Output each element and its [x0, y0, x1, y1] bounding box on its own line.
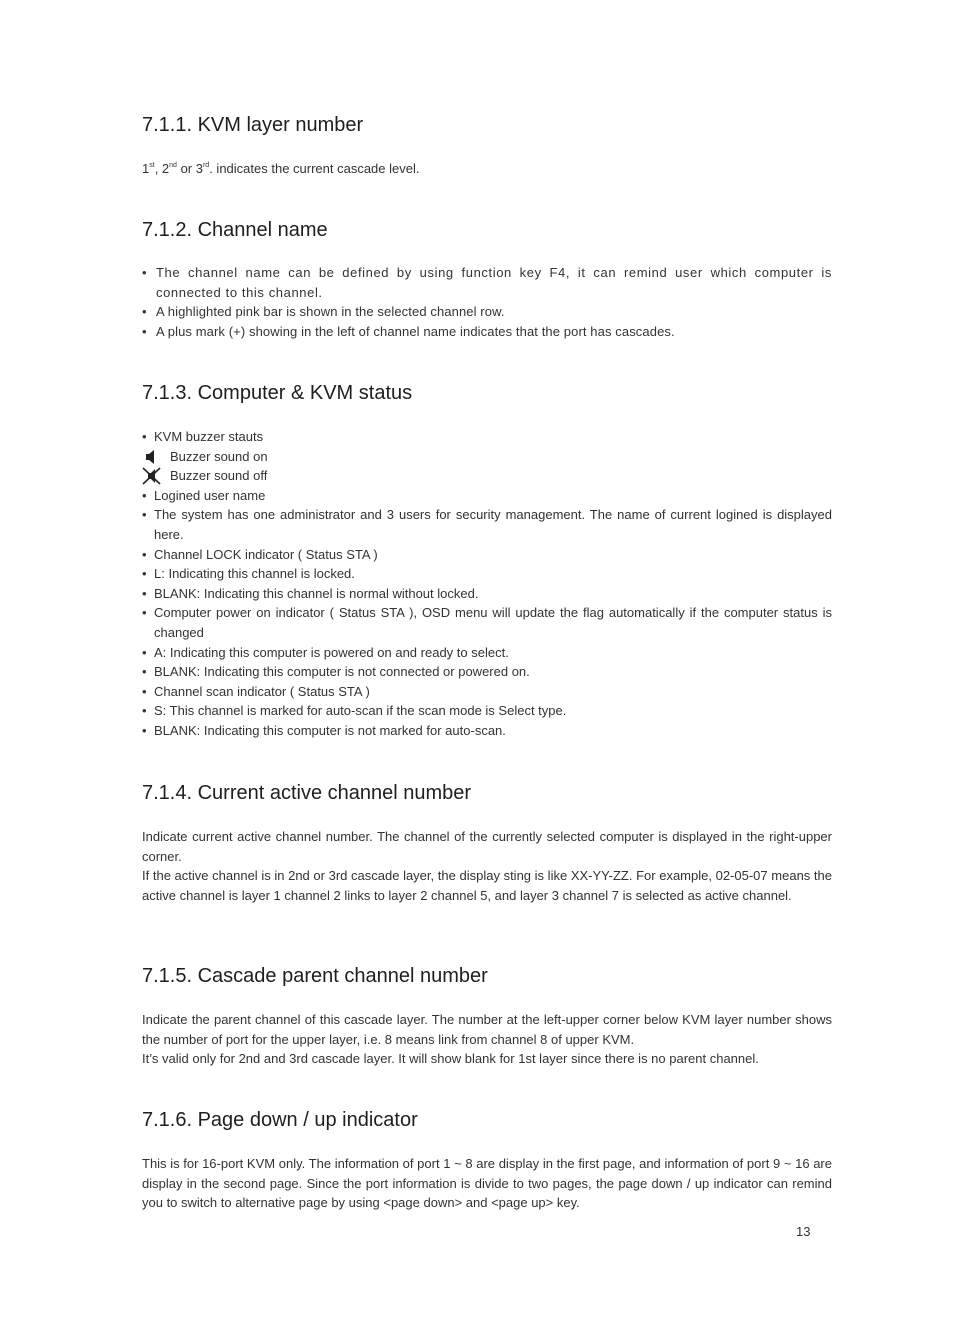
buzzer-off-row	[142, 466, 832, 486]
cascade-parent-text	[142, 1010, 832, 1069]
buzzer-on-row	[142, 447, 832, 467]
speaker-muted-icon	[142, 467, 162, 485]
superscript: st	[149, 162, 155, 169]
active-channel-text	[142, 827, 832, 905]
kvm-layer-text	[142, 159, 832, 179]
list-item: • A highlighted pink bar is shown in the selected channel row.	[142, 302, 832, 322]
list-item: • A plus mark (+) showing in the left of channel name indicates that the port has cascades.	[142, 322, 832, 342]
status-list	[142, 427, 832, 741]
list-item: • BLANK: Indicating this channel is normal without locked.	[142, 584, 832, 604]
list-item: • S: This channel is marked for auto-scan if the scan mode is Select type.	[142, 701, 832, 721]
section-heading-kvm-layer-number: 7.1.1. KVM layer number	[142, 114, 364, 136]
paragraph: This is for 16-port KVM only. The information of port 1 ~ 8 are display in the first page, and information of port 9 ~ 16 are display in the second page. Since the port information is divide to two pages, the page down / up indicator can remind you to switch to alternative page by using <page down> and <page up> key.	[142, 1156, 832, 1211]
list-item: • A: Indicating this computer is powered on and ready to select.	[142, 643, 832, 663]
paragraph: Indicate the parent channel of this cascade layer. The number at the left-upper corner below KVM layer number shows the number of port for the upper layer, i.e. 8 means link from channel 8 of upper KVM.	[142, 1012, 832, 1047]
list-item: • Channel LOCK indicator ( Status STA )	[142, 545, 832, 565]
superscript: nd	[169, 162, 177, 169]
text-run: , 2	[154, 161, 170, 176]
list-item: • Logined user name	[142, 486, 832, 506]
section-heading-current-active-channel: 7.1.4. Current active channel number	[142, 782, 472, 804]
list-item: • L: Indicating this channel is locked.	[142, 564, 832, 584]
list-item: • KVM buzzer stauts	[142, 427, 832, 447]
page-indicator-text	[142, 1154, 832, 1213]
superscript: rd	[202, 162, 210, 169]
paragraph: It’s valid only for 2nd and 3rd cascade layer. It will show blank for 1st layer since there is no parent channel.	[142, 1051, 759, 1067]
channel-name-list	[142, 263, 832, 341]
list-item: • BLANK: Indicating this computer is not connected or powered on.	[142, 662, 832, 682]
speaker-on-icon	[142, 449, 158, 465]
section-heading-cascade-parent-channel: 7.1.5. Cascade parent channel number	[142, 965, 488, 987]
paragraph: If the active channel is in 2nd or 3rd cascade layer, the display sting is like XX-YY-ZZ. For example, 02-05-07 means the active channel is layer 1 channel 2 links to layer 2 channel 5, and layer 3 channel 7 is selected as active channel.	[142, 868, 832, 903]
page-number: 13	[796, 1224, 811, 1239]
buzzer-on-label: Buzzer sound on	[170, 448, 268, 464]
list-item: • Channel scan indicator ( Status STA )	[142, 682, 832, 702]
buzzer-off-label: Buzzer sound off	[170, 468, 268, 484]
paragraph: Indicate current active channel number. The channel of the currently selected computer is displayed in the right-upper corner.	[142, 829, 832, 864]
list-item: • The system has one administrator and 3 users for security management. The name of current logined is displayed here.	[142, 505, 832, 544]
section-heading-computer-kvm-status: 7.1.3. Computer & KVM status	[142, 382, 413, 404]
section-heading-page-indicator: 7.1.6. Page down / up indicator	[142, 1109, 418, 1131]
text-run: 1	[142, 161, 150, 176]
section-heading-channel-name: 7.1.2. Channel name	[142, 219, 328, 241]
text-run: or 3	[176, 161, 203, 176]
text-run: . indicates the current cascade level.	[209, 161, 420, 176]
list-item: • BLANK: Indicating this computer is not marked for auto-scan.	[142, 721, 832, 741]
list-item: • Computer power on indicator ( Status STA ), OSD menu will update the flag automatically if the computer status is changed	[142, 603, 832, 642]
list-item: • The channel name can be defined by using function key F4, it can remind user which computer is connected to this channel.	[142, 263, 832, 302]
